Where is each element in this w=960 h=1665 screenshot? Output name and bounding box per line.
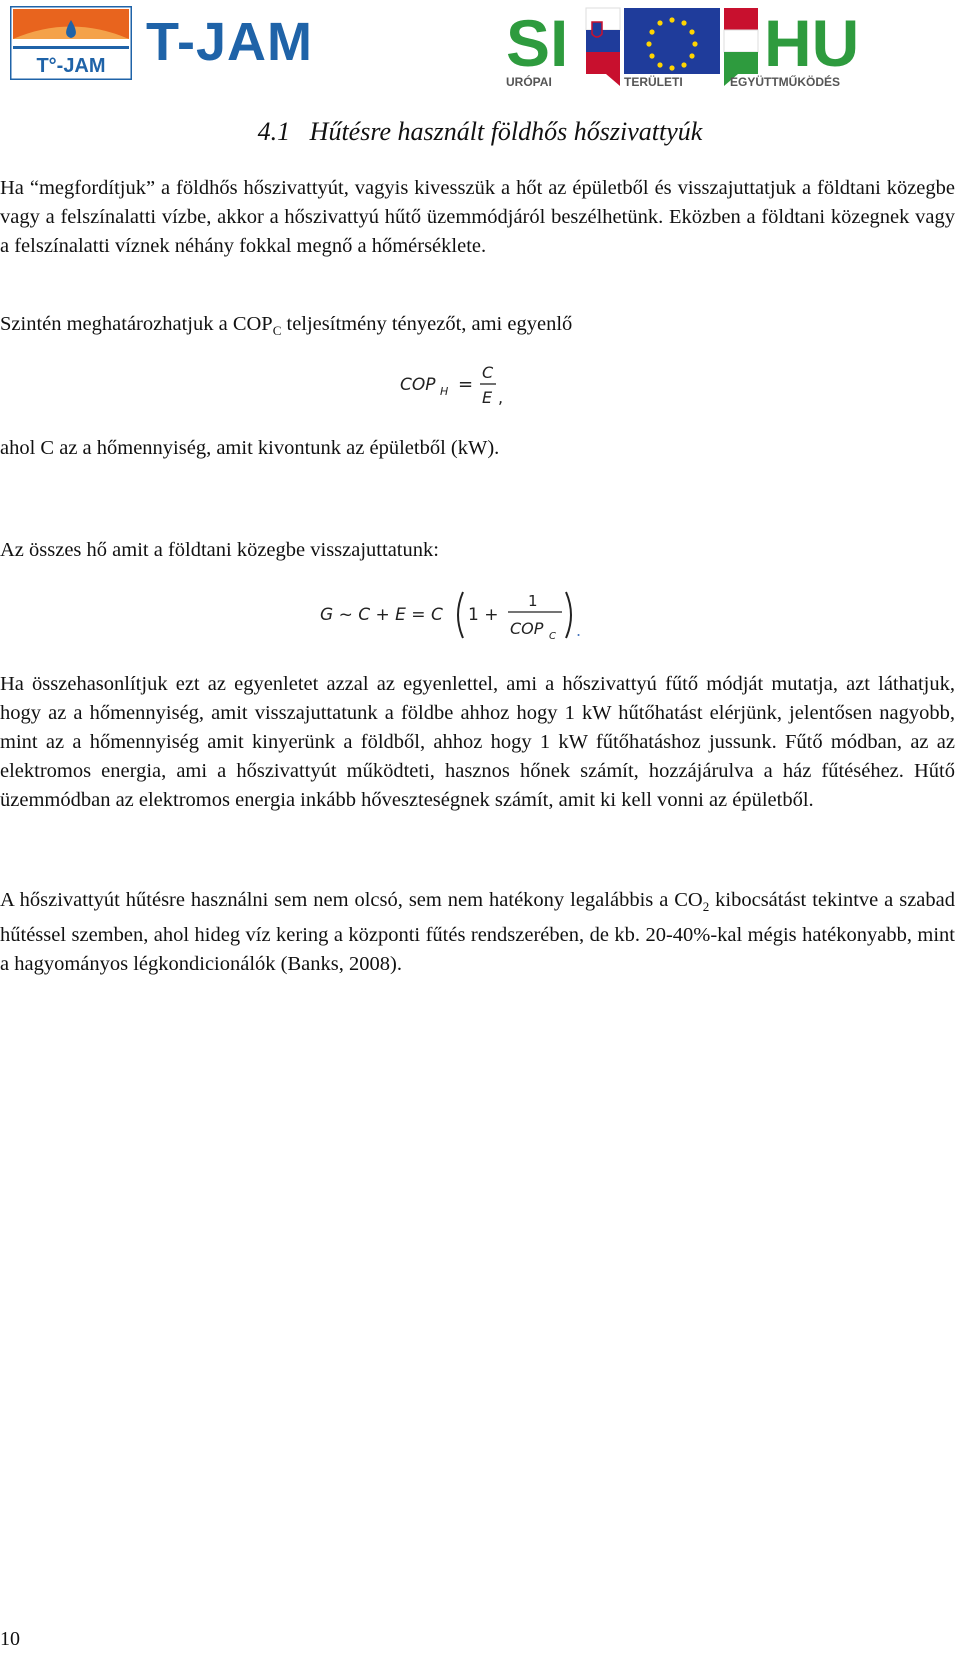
section-title: Hűtésre használt földhős hőszivattyúk bbox=[309, 117, 703, 146]
section-number: 4.1 bbox=[257, 117, 291, 146]
formula1-den: E bbox=[482, 388, 493, 407]
formula2-lhs: G ~ C + E = C bbox=[320, 605, 443, 625]
paragraph-3: ahol C az a hőmennyiség, amit kivontunk az épületből (kW). bbox=[0, 437, 500, 459]
formula-g-svg bbox=[320, 584, 590, 644]
formula2-den-sub: C bbox=[549, 631, 556, 642]
formula1-lhs-sub: H bbox=[440, 385, 449, 398]
page-number: 10 bbox=[0, 1628, 20, 1650]
tjam-logo bbox=[10, 6, 132, 80]
formula-cop bbox=[400, 360, 530, 410]
paragraph-2: Szintén meghatározhatjuk a $COP_C$ teljesítmény tényezőt, ami egyenlő bbox=[0, 313, 573, 339]
paragraph-1: Ha “megfordítjuk” a földhős hőszivattyút, vagyis kivesszük a hőt az épületből és visszajuttatjuk a földtani közegbe vagy a felszínalatti vízbe, akkor a hőszivattyú hűtő üzemmódjáról beszélhetünk. Eközben a földtani közegnek vagy a felszínalatti víznek néhány fokkal megnő a hőmérséklete. bbox=[0, 177, 955, 257]
formula2-num: 1 bbox=[528, 592, 538, 610]
formula1-trail: , bbox=[498, 388, 504, 407]
formula2-trail: . bbox=[576, 621, 582, 640]
formula-cop-svg bbox=[400, 360, 530, 410]
sihu-sub-1: URÓPAI bbox=[506, 75, 552, 89]
sihu-sub-3: EGYÜTTMŰKÖDÉS bbox=[730, 75, 841, 89]
svg-text:HU: HU bbox=[764, 6, 860, 80]
paragraph-6: A hőszivattyút hűtésre használni sem nem olcsó, sem nem hatékony legalábbis a $CO_2$ kibocsátást tekintve a szabad hűtéssel szemben, ahol hideg víz kering a központi fűtés rendszerében, de kb. 20-40%-kal mégis hatékonyabb, mint a hagyományos légkondicionálók (Banks, 2008). bbox=[0, 889, 956, 976]
formula-g bbox=[320, 584, 590, 644]
svg-text:SI: SI bbox=[506, 6, 569, 80]
formula2-den: COP bbox=[510, 619, 544, 638]
formula1-num: C bbox=[482, 363, 494, 382]
formula1-lhs: COP bbox=[400, 375, 436, 395]
paragraph-4: Az összes hő amit a földtani közegbe visszajuttatunk: bbox=[0, 539, 439, 561]
tjam-title: T-JAM bbox=[146, 12, 313, 72]
paragraph-5: Ha összehasonlítjuk ezt az egyenletet azzal az egyenlettel, ami a hőszivattyú fűtő módját mutatja, azt láthatjuk, hogy az a hőmennyiség, amit visszajuttatunk a földbe ahhoz hogy 1 kW hűtőhatást elérjünk, jelentősen nagyobb, mint az a hőmennyiség amit kinyerünk a földből, ahhoz hogy 1 kW fűtőhatáshoz jussunk. Fűtő módban, az az elektromos energia, ami a hőszivattyút működteti, hasznos hőnek számít, hozzájárulva a ház fűtéséhez. Hűtő üzemmódban az elektromos energia inkább hőveszteségnek számít, amit ki kell vonni az épületből. bbox=[0, 673, 955, 811]
sihu-logo bbox=[506, 4, 890, 90]
sihu-sub-2: TERÜLETI bbox=[624, 75, 683, 89]
tjam-logo-text: T°-JAM bbox=[36, 55, 106, 77]
section-heading bbox=[0, 116, 960, 148]
formula2-one: 1 + bbox=[468, 605, 499, 625]
formula1-eq: = bbox=[458, 374, 474, 395]
